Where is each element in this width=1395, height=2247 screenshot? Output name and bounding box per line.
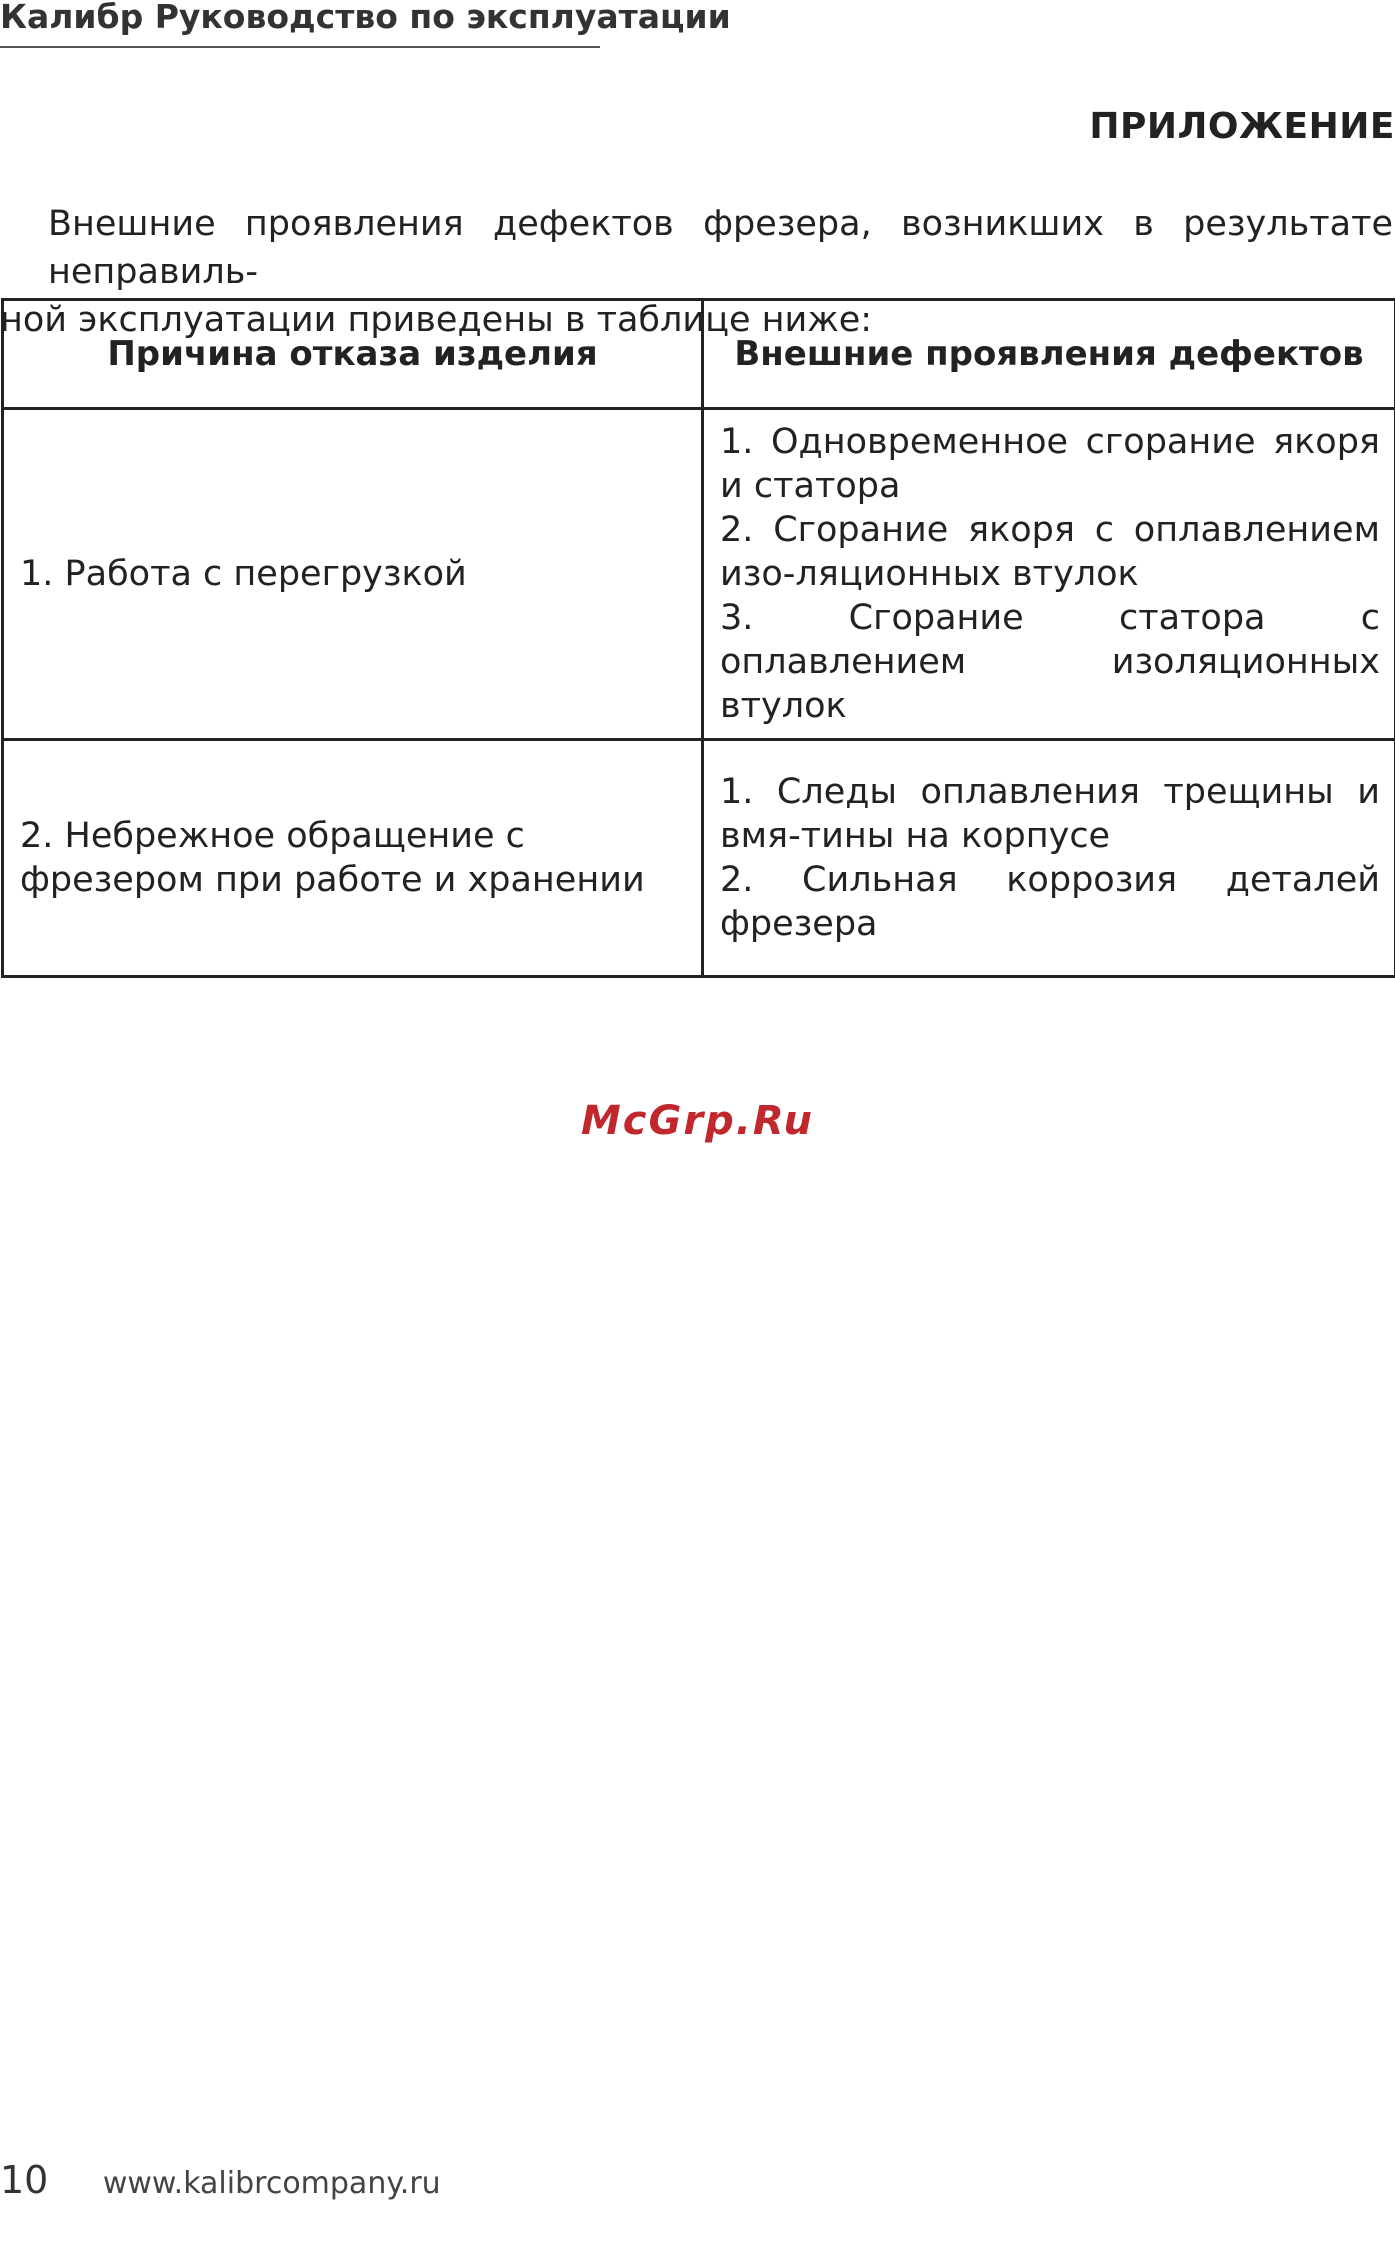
footer-website: www.kalibrcompany.ru bbox=[102, 2166, 441, 2201]
watermark: McGrp.Ru bbox=[581, 1098, 814, 1144]
effect-item: 1. Одновременное сгорание якоря и статора bbox=[720, 422, 1380, 506]
effect-item: 2. Сильная коррозия деталей фрезера bbox=[720, 860, 1380, 944]
intro-line-1: Внешние проявления дефектов фрезера, возникших в результате неправиль- bbox=[48, 204, 1393, 292]
cause-cell: 2. Небрежное обращение с фрезером при работе и хранении bbox=[3, 740, 703, 977]
effects-cell bbox=[703, 740, 1395, 977]
section-title: ПРИЛОЖЕНИЕ bbox=[1089, 106, 1395, 147]
effect-item: 2. Сгорание якоря с оплавлением изо-ляционных втулок bbox=[720, 510, 1380, 594]
table-row bbox=[3, 409, 1395, 740]
cause-cell: 1. Работа с перегрузкой bbox=[3, 409, 703, 740]
page-footer bbox=[0, 2158, 441, 2202]
effect-item: 3. Сгорание статора с оплавлением изоляционных втулок bbox=[720, 598, 1380, 726]
header-effects: Внешние проявления дефектов bbox=[703, 300, 1395, 409]
defects-table bbox=[1, 298, 1395, 978]
table-header-row bbox=[3, 300, 1395, 409]
table-row bbox=[3, 740, 1395, 977]
running-header: Калибр Руководство по эксплуатации bbox=[0, 0, 600, 48]
intro-line-2: ной эксплуатации приведены в таблице ниже: bbox=[0, 300, 873, 340]
effects-cell bbox=[703, 409, 1395, 740]
header-cause: Причина отказа изделия bbox=[3, 300, 703, 409]
effect-item: 1. Следы оплавления трещины и вмя-тины на корпусе bbox=[720, 772, 1380, 856]
page-number: 10 bbox=[0, 2158, 49, 2202]
